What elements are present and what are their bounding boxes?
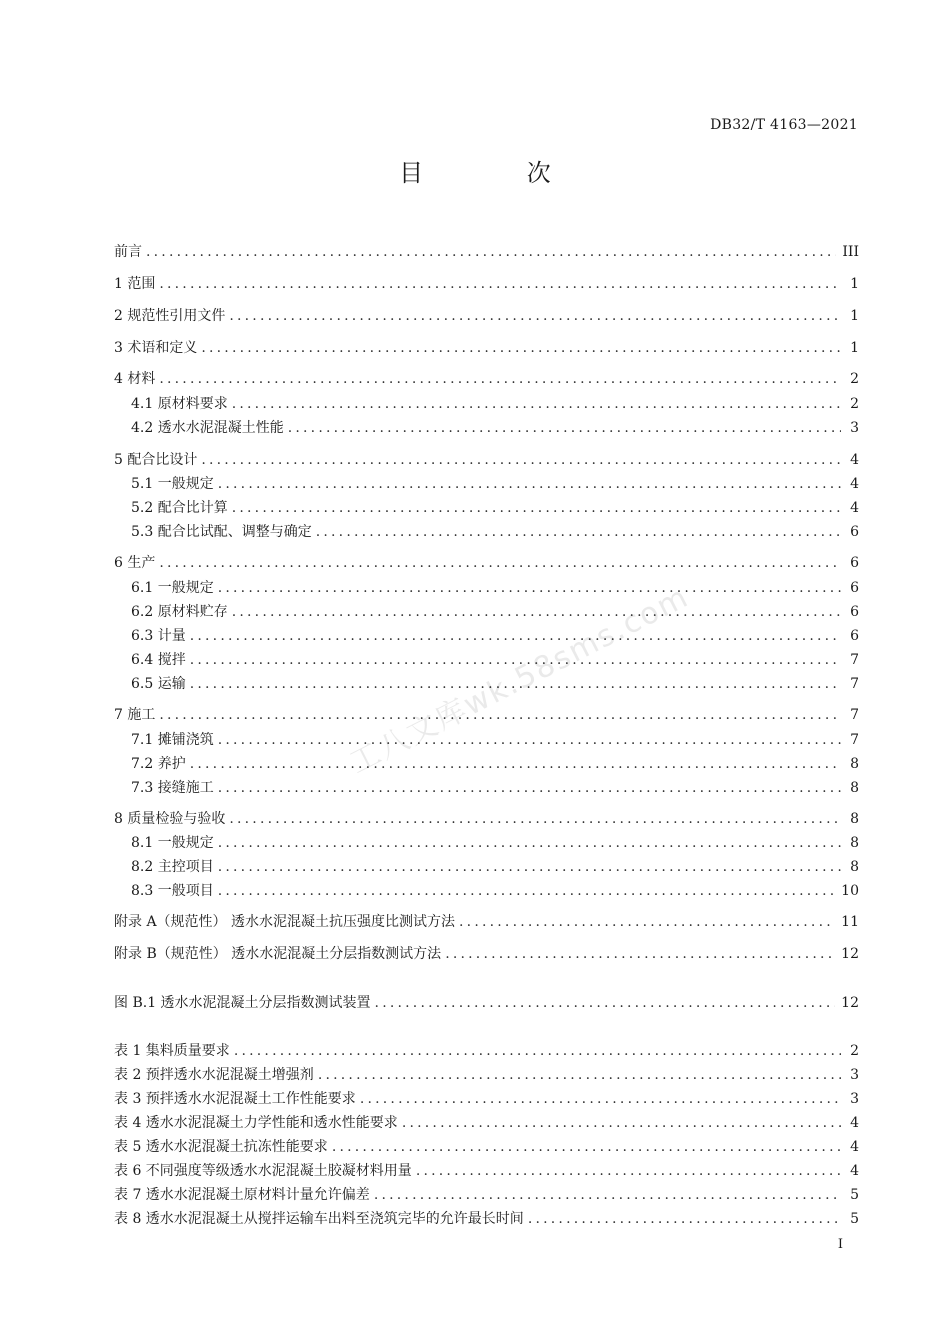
toc-entry-label: 表 6 不同强度等级透水水泥混凝土胶凝材料用量	[114, 1163, 412, 1179]
toc-entry[interactable]	[114, 1138, 859, 1156]
toc-leader-dots	[218, 731, 841, 749]
toc-entry-label: 表 7 透水水泥混凝土原材料计量允许偏差	[114, 1187, 370, 1203]
toc-entry[interactable]	[114, 994, 859, 1012]
toc-entry[interactable]	[114, 275, 859, 293]
toc-entry-label: 7 施工	[114, 707, 156, 723]
toc-leader-dots	[146, 243, 836, 261]
toc-entry[interactable]	[114, 1066, 859, 1084]
toc-leader-dots	[232, 395, 841, 413]
toc-entry[interactable]	[131, 475, 859, 493]
toc-entry-page: 8	[850, 756, 859, 772]
toc-entry[interactable]	[131, 579, 859, 597]
toc-entry-page: 3	[850, 420, 859, 436]
toc-entry-page: 7	[850, 732, 859, 748]
toc-leader-dots	[528, 1210, 841, 1228]
toc-entry-label: 6 生产	[114, 555, 156, 571]
toc-entry-label: 6.2 原材料贮存	[131, 604, 228, 620]
toc-entry-page: 4	[850, 476, 859, 492]
toc-entry-label: 6.3 计量	[131, 628, 186, 644]
toc-entry-label: 附录 B（规范性） 透水水泥混凝土分层指数测试方法	[114, 946, 442, 962]
toc-entry-label: 表 8 透水水泥混凝土从搅拌运输车出料至浇筑完毕的允许最长时间	[114, 1211, 524, 1227]
toc-leader-dots	[232, 499, 841, 517]
toc-entry-label: 表 2 预拌透水水泥混凝土增强剂	[114, 1067, 314, 1083]
toc-entry-label: 表 5 透水水泥混凝土抗冻性能要求	[114, 1139, 328, 1155]
toc-entry-page: 1	[850, 276, 859, 292]
toc-entry[interactable]	[114, 339, 859, 357]
toc-entry-label: 8 质量检验与验收	[114, 811, 226, 827]
toc-entry[interactable]	[114, 1090, 859, 1108]
toc-leader-dots	[201, 451, 841, 469]
toc-entry[interactable]	[114, 1162, 859, 1180]
toc-entry-page: 1	[850, 308, 859, 324]
toc-entry-label: 3 术语和定义	[114, 340, 198, 356]
toc-entry-page: 4	[850, 1115, 859, 1131]
toc-entry[interactable]	[131, 731, 859, 749]
toc-leader-dots	[159, 706, 841, 724]
toc-entry-page: 10	[841, 883, 859, 899]
toc-leader-dots	[229, 307, 841, 325]
toc-entry[interactable]	[114, 451, 859, 469]
toc-entry[interactable]	[114, 913, 859, 931]
toc-leader-dots	[218, 858, 841, 876]
toc-entry[interactable]	[114, 307, 859, 325]
toc-entry[interactable]	[131, 603, 859, 621]
toc-leader-dots	[416, 1162, 841, 1180]
toc-entry[interactable]	[131, 675, 859, 693]
toc-entry[interactable]	[114, 706, 859, 724]
toc-leader-dots	[232, 603, 841, 621]
standard-code: DB32/T 4163—2021	[710, 117, 858, 133]
toc-entry[interactable]	[131, 523, 859, 541]
toc-entry-label: 6.5 运输	[131, 676, 186, 692]
toc-entry-label: 7.3 接缝施工	[131, 780, 214, 796]
toc-leader-dots	[218, 779, 841, 797]
toc-entry-label: 5.1 一般规定	[131, 476, 214, 492]
toc-entry-page: 6	[850, 555, 859, 571]
toc-entry[interactable]	[131, 419, 859, 437]
toc-entry[interactable]	[114, 1114, 859, 1132]
toc-leader-dots	[218, 475, 841, 493]
toc-leader-dots	[218, 834, 841, 852]
toc-entry[interactable]	[131, 627, 859, 645]
toc-entry-page: 4	[850, 1139, 859, 1155]
toc-entry-page: 6	[850, 524, 859, 540]
toc-entry-label: 5.3 配合比试配、调整与确定	[131, 524, 312, 540]
toc-leader-dots	[459, 913, 835, 931]
toc-entry[interactable]	[131, 395, 859, 413]
toc-leader-dots	[374, 1186, 841, 1204]
toc-leader-dots	[190, 651, 841, 669]
toc-entry-label: 4 材料	[114, 371, 156, 387]
toc-leader-dots	[159, 275, 841, 293]
toc-entry-page: 7	[850, 652, 859, 668]
toc-entry-label: 5.2 配合比计算	[131, 500, 228, 516]
toc-leader-dots	[159, 370, 841, 388]
toc-leader-dots	[190, 755, 841, 773]
toc-entry-label: 2 规范性引用文件	[114, 308, 226, 324]
toc-entry-label: 8.3 一般项目	[131, 883, 214, 899]
toc-entry[interactable]	[114, 1042, 859, 1060]
toc-entry[interactable]	[131, 834, 859, 852]
toc-entry-label: 6.4 搅拌	[131, 652, 186, 668]
toc-leader-dots	[445, 945, 835, 963]
toc-entry-page: III	[842, 244, 859, 260]
toc-entry[interactable]	[114, 810, 859, 828]
toc-leader-dots	[234, 1042, 841, 1060]
toc-entry-page: 12	[841, 995, 859, 1011]
toc-leader-dots	[190, 675, 841, 693]
toc-entry[interactable]	[114, 945, 859, 963]
toc-entry-page: 11	[841, 914, 859, 930]
toc-entry-label: 5 配合比设计	[114, 452, 198, 468]
toc-entry-page: 8	[850, 811, 859, 827]
toc-entry-page: 7	[850, 676, 859, 692]
toc-entry-page: 5	[850, 1187, 859, 1203]
toc-entry-page: 4	[850, 500, 859, 516]
toc-entry-label: 表 3 预拌透水水泥混凝土工作性能要求	[114, 1091, 356, 1107]
page-title: 目 次	[399, 159, 599, 187]
toc-entry[interactable]	[114, 243, 859, 261]
toc-entry-label: 表 4 透水水泥混凝土力学性能和透水性能要求	[114, 1115, 398, 1131]
toc-entry-label: 4.2 透水水泥混凝土性能	[131, 420, 284, 436]
toc-entry[interactable]	[131, 499, 859, 517]
toc-entry-page: 3	[850, 1067, 859, 1083]
toc-entry-page: 2	[850, 1043, 859, 1059]
page-number: I	[837, 1237, 843, 1252]
toc-entry[interactable]	[131, 882, 859, 900]
toc-leader-dots	[159, 554, 841, 572]
toc-entry-page: 8	[850, 859, 859, 875]
toc-entry-page: 6	[850, 580, 859, 596]
toc-entry-label: 6.1 一般规定	[131, 580, 214, 596]
watermark: 工八文库wk.58sms.com	[344, 579, 695, 781]
toc-entry-label: 附录 A（规范性） 透水水泥混凝土抗压强度比测试方法	[114, 914, 456, 930]
toc-entry-page: 1	[850, 340, 859, 356]
toc-leader-dots	[218, 579, 841, 597]
toc-leader-dots	[218, 882, 835, 900]
toc-entry-page: 4	[850, 452, 859, 468]
toc-entry-label: 8.1 一般规定	[131, 835, 214, 851]
toc-leader-dots	[318, 1066, 841, 1084]
toc-entry[interactable]	[131, 755, 859, 773]
toc-leader-dots	[402, 1114, 841, 1132]
toc-leader-dots	[375, 994, 836, 1012]
toc-entry-page: 8	[850, 780, 859, 796]
toc-entry[interactable]	[114, 554, 859, 572]
toc-leader-dots	[229, 810, 841, 828]
toc-entry-page: 4	[850, 1163, 859, 1179]
toc-leader-dots	[201, 339, 841, 357]
toc-entry-page: 3	[850, 1091, 859, 1107]
toc-leader-dots	[190, 627, 841, 645]
toc-entry[interactable]	[114, 1210, 859, 1228]
toc-entry-page: 7	[850, 707, 859, 723]
toc-entry-label: 7.2 养护	[131, 756, 186, 772]
toc-entry-label: 1 范围	[114, 276, 156, 292]
toc-entry-page: 5	[850, 1211, 859, 1227]
toc-entry[interactable]	[114, 1186, 859, 1204]
toc-entry-page: 6	[850, 628, 859, 644]
toc-entry-label: 前言	[114, 244, 142, 260]
toc-entry-label: 表 1 集料质量要求	[114, 1043, 230, 1059]
toc-entry-label: 8.2 主控项目	[131, 859, 214, 875]
toc-entry[interactable]	[131, 779, 859, 797]
toc-entry[interactable]	[114, 370, 859, 388]
toc-entry[interactable]	[131, 651, 859, 669]
toc-entry-label: 图 B.1 透水水泥混凝土分层指数测试装置	[114, 995, 371, 1011]
toc-entry-label: 7.1 摊铺浇筑	[131, 732, 214, 748]
toc-entry-label: 4.1 原材料要求	[131, 396, 228, 412]
toc-entry-page: 6	[850, 604, 859, 620]
toc-entry-page: 8	[850, 835, 859, 851]
toc-entry[interactable]	[131, 858, 859, 876]
toc-entry-page: 2	[850, 371, 859, 387]
toc-leader-dots	[288, 419, 841, 437]
toc-entry-page: 12	[841, 946, 859, 962]
toc-leader-dots	[316, 523, 841, 541]
toc-leader-dots	[360, 1090, 841, 1108]
toc-entry-page: 2	[850, 396, 859, 412]
toc-leader-dots	[332, 1138, 841, 1156]
